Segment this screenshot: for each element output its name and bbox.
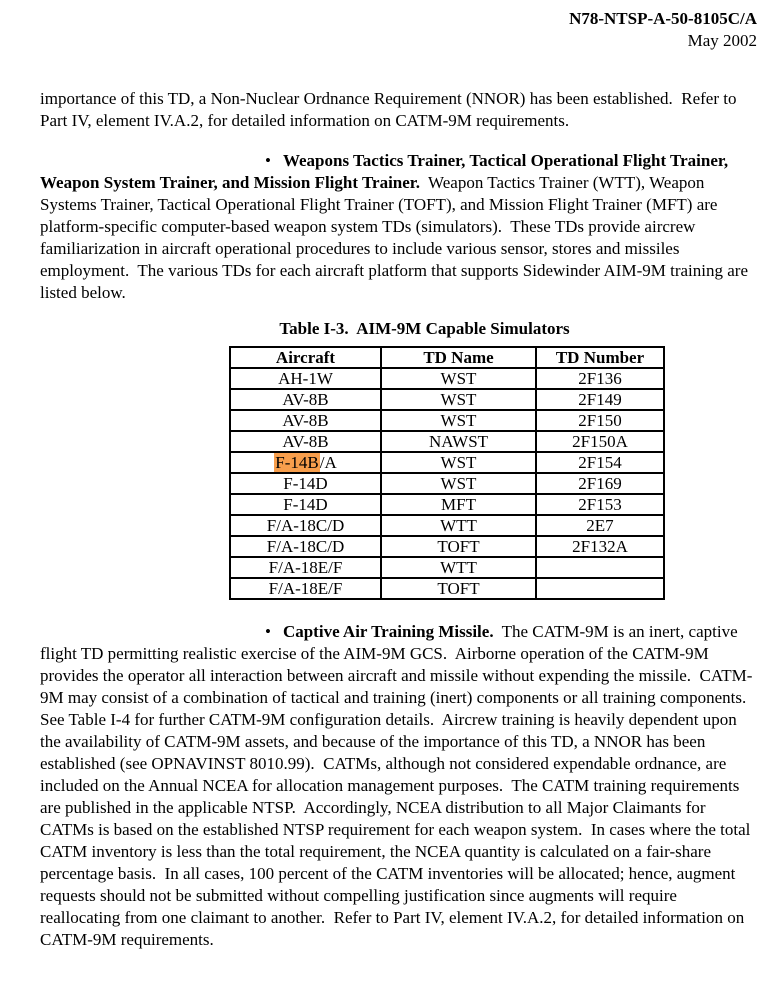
- table-cell: 2E7: [536, 515, 664, 536]
- table-row: [230, 473, 664, 494]
- table-row: [230, 368, 664, 389]
- table-cell: AV-8B: [230, 431, 381, 452]
- column-header-td-number: TD Number: [536, 347, 664, 368]
- table-cell: 2F154: [536, 452, 664, 473]
- table-row: [230, 557, 664, 578]
- table-row: [230, 536, 664, 557]
- table-cell: 2F132A: [536, 536, 664, 557]
- table-cell: [536, 578, 664, 599]
- bullet-body-catm: The CATM-9M is an inert, captive flight TD permitting realistic exercise of the AIM-9M GCS. Airborne operation of the CATM-9M provides the operator all interaction between aircraft and missile without expending the missile. CATM-9M may consist of a combination of tactical and training (inert) components or all training components. See Table I-4 for further CATM-9M configuration details. Aircrew training is heavily dependent upon the availability of CATM-9M assets, and because of the importance of this TD, a NNOR has been established (see OPNAVINST 8010.99). CATMs, although not considered expendable ordnance, are included on the Annual NCEA for allocation management purposes. The CATM training requirements are published in the applicable NTSP. Accordingly, NCEA distribution to all Major Claimants for CATMs is based on the established NTSP requirement for each weapon system. In cases where the total CATM inventory is less than the total requirement, the NCEA quantity is calculated on a fair-share percentage basis. In all cases, 100 percent of the CATM inventories will be allocated; hence, augment requests should not be submitted without compelling justification since augments will require reallocating from one claimant to another. Refer to Part IV, element IV.A.2, for detailed information on CATM-9M requirements.: [40, 622, 755, 949]
- table-cell: AH-1W: [230, 368, 381, 389]
- table-row: [230, 578, 664, 599]
- table-cell: F/A-18C/D: [230, 536, 381, 557]
- table-cell: WST: [381, 368, 536, 389]
- table-cell: WST: [381, 410, 536, 431]
- table-cell: WST: [381, 452, 536, 473]
- table-cell: 2F150A: [536, 431, 664, 452]
- bullet-body-trainers: Weapon Tactics Trainer (WTT), Weapon Systems Trainer, Tactical Operational Flight Trainer (TOFT), and Mission Flight Trainer (MFT) are platform-specific computer-based weapon system TDs (simulators). These TDs provide aircrew familiarization in aircraft operational procedures to include various sensor, stores and missiles employment. The various TDs for each aircraft platform that supports Sidewinder AIM-9M training are listed below.: [40, 173, 753, 302]
- highlighted-text: F-14B: [275, 453, 319, 472]
- table-row: [230, 431, 664, 452]
- table-header-row: [230, 347, 664, 368]
- simulators-table: [229, 346, 665, 600]
- table-cell: MFT: [381, 494, 536, 515]
- bullet-icon: •: [265, 151, 271, 170]
- table-row: [230, 410, 664, 431]
- bullet-paragraph-catm: [40, 621, 757, 951]
- table-cell: TOFT: [381, 536, 536, 557]
- column-header-aircraft: Aircraft: [230, 347, 381, 368]
- page-header: [0, 0, 775, 52]
- table-caption: Table I-3. AIM-9M Capable Simulators: [279, 319, 570, 338]
- table-cell: [536, 557, 664, 578]
- document-date: May 2002: [687, 31, 757, 50]
- table-cell: F/A-18C/D: [230, 515, 381, 536]
- table-cell: F-14B/A: [230, 452, 381, 473]
- table-cell: 2F149: [536, 389, 664, 410]
- table-cell: WST: [381, 389, 536, 410]
- table-cell: WTT: [381, 557, 536, 578]
- table-cell: WTT: [381, 515, 536, 536]
- table-cell: F/A-18E/F: [230, 557, 381, 578]
- table-row: [230, 389, 664, 410]
- table-cell: F-14D: [230, 494, 381, 515]
- bullet-paragraph-trainers: [40, 150, 757, 304]
- table-cell: 2F150: [536, 410, 664, 431]
- table-row: [230, 452, 664, 473]
- table-cell: 2F153: [536, 494, 664, 515]
- intro-paragraph: importance of this TD, a Non-Nuclear Ordnance Requirement (NNOR) has been established. Refer to Part IV, element IV.A.2, for detailed information on CATM-9M requirements.: [40, 89, 741, 130]
- table-cell: WST: [381, 473, 536, 494]
- bullet-icon: •: [265, 622, 271, 641]
- bullet-heading-catm: Captive Air Training Missile.: [282, 622, 494, 641]
- table-row: [230, 515, 664, 536]
- table-cell: 2F136: [536, 368, 664, 389]
- table-cell: F/A-18E/F: [230, 578, 381, 599]
- table-cell: TOFT: [381, 578, 536, 599]
- table-cell: 2F169: [536, 473, 664, 494]
- document-number: N78-NTSP-A-50-8105C/A: [569, 9, 757, 28]
- bullet-heading-trainers: Weapons Tactics Trainer, Tactical Operational Flight Trainer, Weapon System Trainer, and Mission Flight Trainer.: [40, 151, 733, 192]
- table-cell: F-14D: [230, 473, 381, 494]
- column-header-td-name: TD Name: [381, 347, 536, 368]
- table-cell: NAWST: [381, 431, 536, 452]
- table-row: [230, 494, 664, 515]
- table-cell: AV-8B: [230, 410, 381, 431]
- simulators-table-body: [230, 368, 664, 599]
- table-cell: AV-8B: [230, 389, 381, 410]
